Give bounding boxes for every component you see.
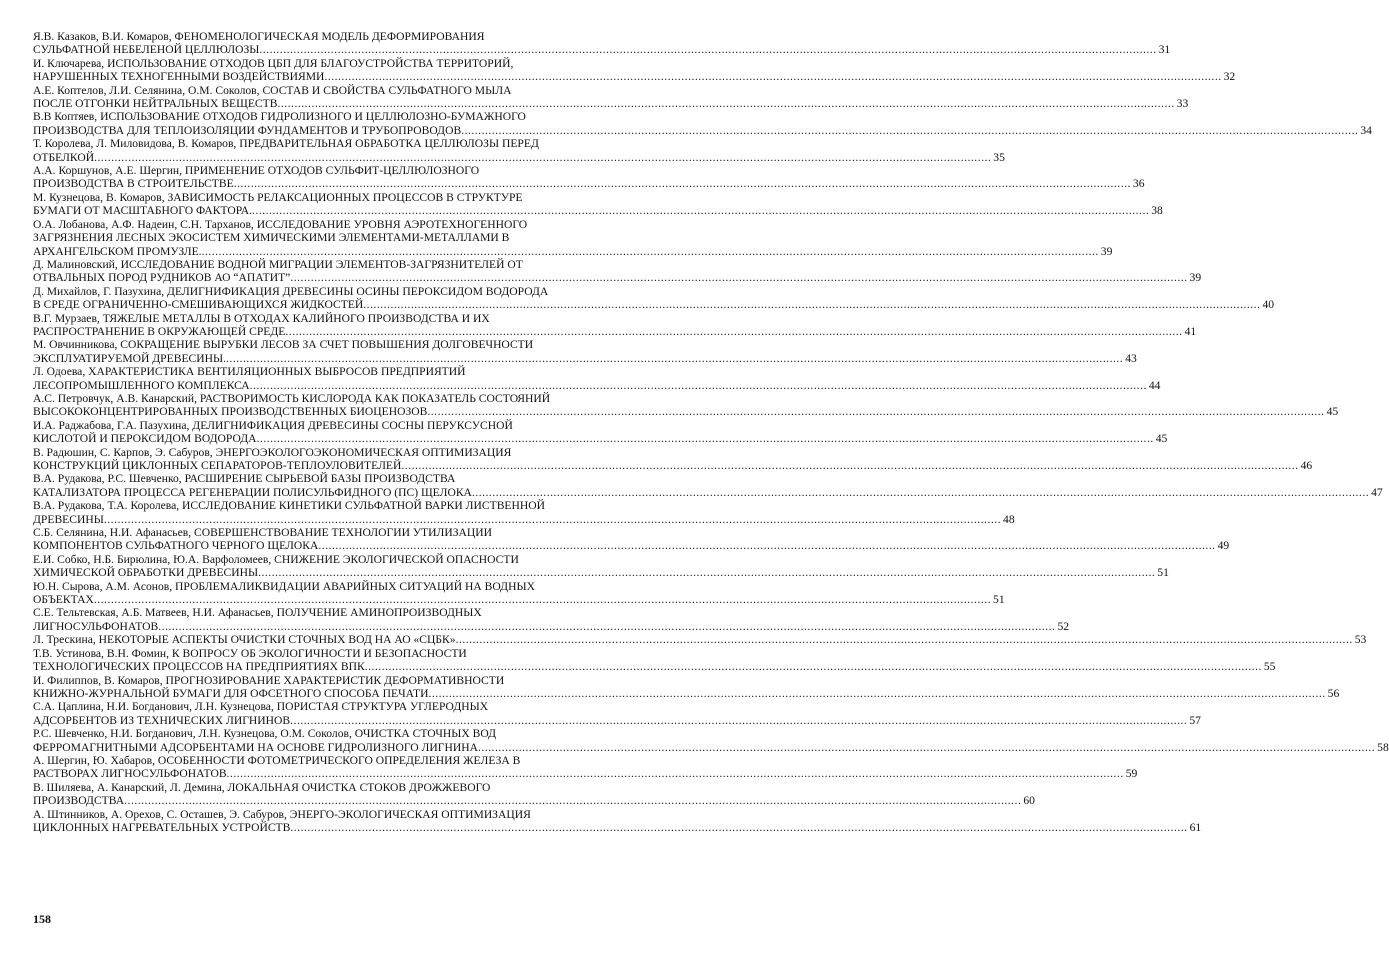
- toc-entry-last-line: [33, 485, 1383, 499]
- toc-entry-page: 59: [1125, 767, 1138, 781]
- dot-leader: [202, 245, 1099, 258]
- toc-entry-line: И. Ключарева, ИСПОЛЬЗОВАНИЕ ОТХОДОВ ЦБП ДЛЯ БЛАГОУСТРОЙСТВА ТЕРРИТОРИЙ,: [33, 56, 514, 70]
- toc-entry-line: А.А. Коршунов, А.Е. Шергин, ПРИМЕНЕНИЕ ОТХОДОВ СУЛЬФИТ-ЦЕЛЛЮЛОЗНОГО: [33, 164, 480, 178]
- toc-entry-last-line: [33, 686, 1340, 700]
- toc-entry-last-line: [33, 459, 1313, 472]
- toc-entry-line: В. Радюшин, С. Карпов, Э. Сабуров, ЭНЕРГОЭКОЛОГОЭКОНОМИЧЕСКАЯ ОПТИМИЗАЦИЯ: [33, 445, 512, 459]
- toc-entry-line: Е.И. Собко, Н.Б. Бирюлина, Ю.А. Варфоломеев, СНИЖЕНИЕ ЭКОЛОГИЧЕСКОЙ ОПАСНОСТИ: [33, 552, 519, 566]
- toc-entry-last-line: [33, 70, 1236, 84]
- toc-entry-line: КИСЛОТОЙ И ПЕРОКСИДОМ ВОДОРОДА: [33, 432, 257, 446]
- toc-entry-line: М. Кузнецова, В. Комаров, ЗАВИСИМОСТЬ РЕЛАКСАЦИОННЫХ ПРОЦЕССОВ В СТРУКТУРЕ: [33, 190, 523, 204]
- toc-entry-last-line: [33, 593, 1005, 607]
- toc-entry: [33, 700, 1201, 727]
- toc-entry-line: ЗАГРЯЗНЕНИЯ ЛЕСНЫХ ЭКОСИСТЕМ ХИМИЧЕСКИМИ ЭЛЕМЕНТАМИ-МЕТАЛЛАМИ В: [33, 231, 510, 245]
- toc-entry-page: 49: [1217, 539, 1230, 553]
- toc-entry-line: ПРОИЗВОДСТВА: [33, 794, 125, 808]
- toc-entry-last-line: [33, 633, 1367, 647]
- toc-entry-page: 35: [993, 150, 1005, 164]
- toc-entry-line: ВЫСОКОКОНЦЕНТРИРОВАННЫХ ПРОИЗВОДСТВЕННЫХ БИОЦЕНОЗОВ: [33, 405, 428, 419]
- toc-entry-line: ТЕХНОЛОГИЧЕСКИХ ПРОЦЕССОВ НА ПРЕДПРИЯТИЯХ ВПК: [33, 660, 365, 674]
- toc-entry: [33, 137, 1005, 164]
- dot-leader: [290, 271, 1187, 284]
- dot-leader: [258, 566, 1155, 579]
- toc-entry-line: АРХАНГЕЛЬСКОМ ПРОМУЗЛЕ.: [33, 244, 202, 258]
- toc-entry-line: О.А. Лобанова, А.Ф. Надеин, С.Н. Тарханов, ИССЛЕДОВАНИЕ УРОВНЯ АЭРОТЕХНОГЕННОГО: [33, 217, 528, 231]
- toc-entry: [33, 30, 1171, 57]
- toc-entry-last-line: [33, 97, 1189, 111]
- dot-leader: [94, 593, 991, 606]
- toc-entry-line: ЦИКЛОННЫХ НАГРЕВАТЕЛЬНЫХ УСТРОЙСТВ: [33, 820, 291, 834]
- toc-entry-page: 61: [1189, 820, 1202, 834]
- toc-entry-line: ОТБЕЛКОЙ: [33, 150, 95, 164]
- dot-leader: [456, 633, 1353, 646]
- toc-entry: [33, 646, 1276, 674]
- dot-leader: [365, 660, 1262, 673]
- dot-leader: [290, 821, 1187, 834]
- toc-entry-last-line: [33, 794, 1035, 808]
- toc-entry-line: А.Е. Коптелов, Л.И. Селянина, О.М. Соколов, СОСТАВ И СВОЙСТВА СУЛЬФАТНОГО МЫЛА: [33, 83, 512, 97]
- toc-entry-line: ДРЕВЕСИНЫ: [33, 512, 104, 526]
- toc-entry-line: В.А. Рудакова, Т.А. Королева, ИССЛЕДОВАНИЕ КИНЕТИКИ СУЛЬФАТНОЙ ВАРКИ ЛИСТВЕННОЙ: [33, 499, 545, 513]
- toc-entry-page: 36: [1132, 177, 1145, 191]
- toc-entry-line: КОНСТРУКЦИЙ ЦИКЛОННЫХ СЕПАРАТОРОВ-ТЕПЛОУЛОВИТЕЛЕЙ: [33, 459, 402, 472]
- toc-entry-line: АДСОРБЕНТОВ ИЗ ТЕХНИЧЕСКИХ ЛИГНИНОВ: [33, 713, 291, 727]
- dot-leader: [324, 70, 1221, 83]
- toc-entry: [33, 418, 1168, 446]
- toc-entry-line: С.Б. Селянина, Н.И. Афанасьев, СОВЕРШЕНСТВОВАНИЕ ТЕХНОЛОГИИ УТИЛИЗАЦИИ: [33, 526, 493, 540]
- toc-entry: [33, 284, 1275, 312]
- toc-entry-line: ХИМИЧЕСКОЙ ОБРАБОТКИ ДРЕВЕСИНЫ: [33, 566, 259, 580]
- toc-entry-last-line: [33, 566, 1169, 580]
- toc-entry-page: 56: [1327, 686, 1340, 700]
- toc-entry-line: КОМПОНЕНТОВ СУЛЬФАТНОГО ЧЕРНОГО ЩЕЛОКА: [33, 539, 319, 553]
- toc-entry-last-line: [33, 660, 1276, 674]
- toc-entry-last-line: [33, 150, 1005, 164]
- toc-entry-page: 32: [1223, 70, 1236, 84]
- toc-entry: [33, 633, 1367, 647]
- toc-entry-page: 41: [1184, 324, 1197, 338]
- toc-entry: [33, 445, 1313, 473]
- toc-entry: [33, 217, 1113, 258]
- toc-entry-page: 45: [1155, 432, 1168, 446]
- dot-leader: [363, 298, 1260, 311]
- toc-entry-line: С.А. Цаплина, Н.И. Богданович, Л.Н. Кузнецова, ПОРИСТАЯ СТРУКТУРА УГЛЕРОДНЫХ: [33, 700, 489, 714]
- dot-leader: [250, 379, 1147, 392]
- dot-leader: [318, 539, 1215, 552]
- toc-entry-line: В.В Коптяев, ИСПОЛЬЗОВАНИЕ ОТХОДОВ ГИДРОЛИЗНОГО И ЦЕЛЛЮЛОЗНО-БУМАЖНОГО: [33, 110, 526, 124]
- toc-entry-line: А. Штинников, А. Орехов, С. Осташев, Э. Сабуров, ЭНЕРГО-ЭКОЛОГИЧЕСКАЯ ОПТИМИЗАЦИЯ: [33, 807, 531, 821]
- toc-entry-line: ОТВАЛЬНЫХ ПОРОД РУДНИКОВ АО “АПАТИТ”: [33, 271, 291, 285]
- toc-entry: [33, 257, 1202, 285]
- toc-entry-line: И.А. Раджабова, Г.А. Пазухина, ДЕЛИГНИФИКАЦИЯ ДРЕВЕСИНЫ СОСНЫ ПЕРУКСУСНОЙ: [33, 418, 513, 432]
- toc-entry-line: РАСТВОРАХ ЛИГНОСУЛЬФОНАТОВ: [33, 767, 227, 781]
- toc-entry-page: 34: [1360, 123, 1372, 137]
- dot-leader: [94, 151, 991, 164]
- toc-entry-page: 57: [1189, 713, 1201, 727]
- toc-entry-line: ЭКСПЛУАТИРУЕМОЙ ДРЕВЕСИНЫ.: [33, 351, 227, 365]
- dot-leader: [428, 687, 1325, 700]
- toc-entry-line: Я.В. Казаков, В.И. Комаров, ФЕНОМЕНОЛОГИЧЕСКАЯ МОДЕЛЬ ДЕФОРМИРОВАНИЯ: [33, 30, 485, 43]
- toc-entry-line: В.Г. Мурзаев, ТЯЖЕЛЫЕ МЕТАЛЛЫ В ОТХОДАХ КАЛИЙНОГО ПРОИЗВОДСТВА И ИХ: [33, 311, 490, 325]
- toc-entry-line: Д. Малиновский, ИССЛЕДОВАНИЕ ВОДНОЙ МИГРАЦИИ ЭЛЕМЕНТОВ-ЗАГРЯЗНИТЕЛЕЙ ОТ: [33, 257, 523, 271]
- toc-entry-last-line: [33, 244, 1113, 258]
- toc-entry-line: В СРЕДЕ ОГРАНИЧЕННО-СМЕШИВАЮЩИХСЯ ЖИДКОСТЕЙ: [33, 298, 364, 312]
- toc-entry-line: Т. Королева, Л. Миловидова, В. Комаров, ПРЕДВАРИТЕЛЬНАЯ ОБРАБОТКА ЦЕЛЛЮЛОЗЫ ПЕРЕД: [33, 137, 539, 151]
- toc-entry-last-line: [33, 324, 1197, 338]
- toc-entry-line: А. Шергин, Ю. Хабаров, ОСОБЕННОСТИ ФОТОМЕТРИЧЕСКОГО ОПРЕДЕЛЕНИЯ ЖЕЛЕЗА В: [33, 753, 521, 767]
- toc-entry: [33, 110, 1372, 137]
- toc-entry-last-line: [33, 405, 1339, 419]
- page-number: 158: [33, 912, 51, 926]
- toc-entry-line: НАРУШЕННЫХ ТЕХНОГЕННЫМИ ВОЗДЕЙСТВИЯМИ: [33, 70, 325, 84]
- toc-entry-page: 48: [1003, 512, 1015, 526]
- toc-entry: [33, 56, 1236, 84]
- toc-entry-line: Р.С. Шевченко, Н.И. Богданович, Л.Н. Кузнецова, О.М. Соколов, ОЧИСТКА СТОЧНЫХ ВОД: [33, 727, 497, 741]
- dot-leader: [104, 513, 1001, 526]
- toc-entry-page: 39: [1189, 271, 1202, 285]
- toc-entry-last-line: [33, 512, 1015, 526]
- toc-entry-last-line: [33, 351, 1137, 365]
- toc-entry-line: Ю.Н. Сырова, А.М. Асонов, ПРОБЛЕМАЛИКВИДАЦИИ АВАРИЙНЫХ СИТУАЦИЙ НА ВОДНЫХ: [33, 579, 535, 593]
- toc-entry: [33, 365, 1161, 392]
- dot-leader: [401, 459, 1298, 472]
- toc-entry-line: В. Шиляева, А. Канарский, Л. Демина, ЛОКАЛЬНАЯ ОЧИСТКА СТОКОВ ДРОЖЖЕВОГО: [33, 780, 491, 794]
- toc-entry: [33, 753, 1138, 781]
- toc-entry-line: ПРОИЗВОДСТВА В СТРОИТЕЛЬСТВЕ: [33, 177, 234, 191]
- toc-entry-page: 43: [1125, 351, 1137, 365]
- toc-entry-last-line: [33, 271, 1202, 285]
- toc-entry: [33, 83, 1189, 111]
- toc-entry: [33, 727, 1389, 754]
- toc-entry: [33, 311, 1197, 339]
- toc-entry-page: 40: [1262, 298, 1275, 312]
- toc-entry-line: ПРОИЗВОДСТВА ДЛЯ ТЕПЛОИЗОЛЯЦИИ ФУНДАМЕНТОВ И ТРУБОПРОВОДОВ: [33, 123, 462, 137]
- dot-leader: [427, 405, 1324, 418]
- dot-leader: [290, 714, 1187, 727]
- toc-entry-line: Л. Одоева, ХАРАКТЕРИСТИКА ВЕНТИЛЯЦИОННЫХ ВЫБРОСОВ ПРЕДПРИЯТИЙ: [33, 365, 466, 379]
- toc-entry-line: КНИЖНО-ЖУРНАЛЬНОЙ БУМАГИ ДЛЯ ОФСЕТНОГО СПОСОБА ПЕЧАТИ: [33, 686, 429, 700]
- toc-entry-last-line: [33, 43, 1171, 57]
- toc-entry-page: 44: [1148, 378, 1161, 392]
- toc-entry: [33, 391, 1339, 419]
- dot-leader: [124, 794, 1021, 807]
- toc-entry-line: С.Е. Тельтевская, А.Б. Матвеев, Н.И. Афанасьев, ПОЛУЧЕНИЕ АМИНОПРОИЗВОДНЫХ: [33, 606, 482, 620]
- toc-entry-line: РАСПРОСТРАНЕНИЕ В ОКРУЖАЮЩЕЙ СРЕДЕ: [33, 324, 286, 338]
- toc-entry: [33, 807, 1202, 835]
- toc-entry-page: 45: [1326, 405, 1339, 419]
- toc-entry-last-line: [33, 820, 1202, 834]
- toc-entry-line: ФЕРРОМАГНИТНЫМИ АДСОРБЕНТАМИ НА ОСНОВЕ ГИДРОЛИЗНОГО ЛИГНИНА: [33, 740, 478, 754]
- toc-entry-last-line: [33, 713, 1201, 727]
- toc-entry-line: М. Овчинникова, СОКРАЩЕНИЕ ВЫРУБКИ ЛЕСОВ ЗА СЧЕТ ПОВЫШЕНИЯ ДОЛГОВЕЧНОСТИ: [33, 338, 534, 352]
- toc-entry: [33, 673, 1340, 701]
- dot-leader: [478, 741, 1375, 754]
- toc-entry-line: ЛИГНОСУЛЬФОНАТОВ: [33, 619, 159, 633]
- toc-entry-line: Д. Михайлов, Г. Пазухина, ДЕЛИГНИФИКАЦИЯ ДРЕВЕСИНЫ ОСИНЫ ПЕРОКСИДОМ ВОДОРОДА: [33, 284, 549, 298]
- dot-leader: [285, 325, 1182, 338]
- toc-entry-page: 58: [1377, 740, 1389, 754]
- toc-entry-page: 53: [1354, 633, 1367, 647]
- toc-entry-last-line: [33, 539, 1230, 553]
- dot-leader: [227, 767, 1124, 780]
- toc-entry: [33, 338, 1137, 365]
- dot-leader: [257, 432, 1154, 445]
- toc-entry-page: 33: [1176, 97, 1189, 111]
- toc-entry-last-line: [33, 204, 1163, 218]
- toc-entry-line: ОБЪЕКТАХ: [33, 593, 94, 607]
- toc-entry-line: ЛЕСОПРОМЫШЛЕННОГО КОМПЛЕКСА: [33, 378, 250, 392]
- toc-entry-page: 31: [1158, 43, 1171, 57]
- toc-entry-last-line: [33, 298, 1275, 312]
- toc-entry-page: 39: [1100, 244, 1113, 258]
- toc-entry-line: Л. Трескина, НЕКОТОРЫЕ АСПЕКТЫ ОЧИСТКИ СТОЧНЫХ ВОД НА АО «СЦБК»: [33, 633, 456, 647]
- toc-entry-line: БУМАГИ ОТ МАСШТАБНОГО ФАКТОРА.: [33, 204, 253, 218]
- toc-entry: [33, 526, 1230, 553]
- toc-entry-last-line: [33, 177, 1145, 191]
- toc-entry-line: Т.В. Устинова, В.Н. Фомин, К ВОПРОСУ ОБ ЭКОЛОГИЧНОСТИ И БЕЗОПАСНОСТИ: [33, 646, 467, 660]
- toc-entry-last-line: [33, 767, 1138, 781]
- toc-entry: [33, 164, 1145, 191]
- dot-leader: [158, 620, 1055, 633]
- toc-entry: [33, 606, 1070, 633]
- toc-entry-line: КАТАЛИЗАТОРА ПРОЦЕССА РЕГЕНЕРАЦИИ ПОЛИСУЛЬФИДНОГО (ПС) ЩЕЛОКА: [33, 485, 472, 499]
- toc-entry: [33, 552, 1169, 580]
- toc-entry-page: 52: [1057, 619, 1070, 633]
- dot-leader: [461, 124, 1358, 137]
- toc-entry-line: И. Филиппов, В. Комаров, ПРОГНОЗИРОВАНИЕ ХАРАКТЕРИСТИК ДЕФОРМАТИВНОСТИ: [33, 673, 505, 687]
- toc-entry-page: 47: [1371, 485, 1383, 499]
- toc-entry-last-line: [33, 123, 1372, 137]
- toc-entry-last-line: [33, 619, 1070, 633]
- dot-leader: [277, 97, 1174, 110]
- toc-entry-page: 60: [1023, 794, 1035, 808]
- dot-leader: [252, 204, 1149, 217]
- toc-entry-page: 55: [1263, 660, 1276, 674]
- toc-entry: [33, 499, 1015, 526]
- toc-entry-line: СУЛЬФАТНОЙ НЕБЕЛЕНОЙ ЦЕЛЛЮЛОЗЫ: [33, 43, 260, 57]
- toc-entry-last-line: [33, 432, 1168, 446]
- toc-entry-page: 46: [1300, 459, 1313, 472]
- toc-entry: [33, 190, 1163, 218]
- table-of-contents: [33, 30, 1389, 834]
- toc-entry-line: А.С. Петровчук, А.В. Канарский, РАСТВОРИМОСТЬ КИСЛОРОДА КАК ПОКАЗАТЕЛЬ СОСТОЯНИЙ: [33, 391, 551, 405]
- dot-leader: [226, 352, 1123, 365]
- toc-entry: [33, 780, 1035, 808]
- toc-entry-line: В.А. Рудакова, Р.С. Шевченко, РАСШИРЕНИЕ СЫРЬЕВОЙ БАЗЫ ПРОИЗВОДСТВА: [33, 472, 456, 486]
- dot-leader: [472, 486, 1369, 499]
- toc-entry-page: 38: [1151, 204, 1163, 218]
- toc-entry: [33, 579, 1005, 607]
- toc-entry-last-line: [33, 378, 1161, 392]
- toc-entry-page: 51: [993, 593, 1005, 607]
- dot-leader: [259, 43, 1156, 56]
- toc-entry-line: ПОСЛЕ ОТГОНКИ НЕЙТРАЛЬНЫХ ВЕЩЕСТВ: [33, 97, 278, 111]
- toc-entry-page: 51: [1157, 566, 1169, 580]
- toc-entry-last-line: [33, 740, 1389, 754]
- dot-leader: [234, 177, 1131, 190]
- toc-entry: [33, 472, 1383, 499]
